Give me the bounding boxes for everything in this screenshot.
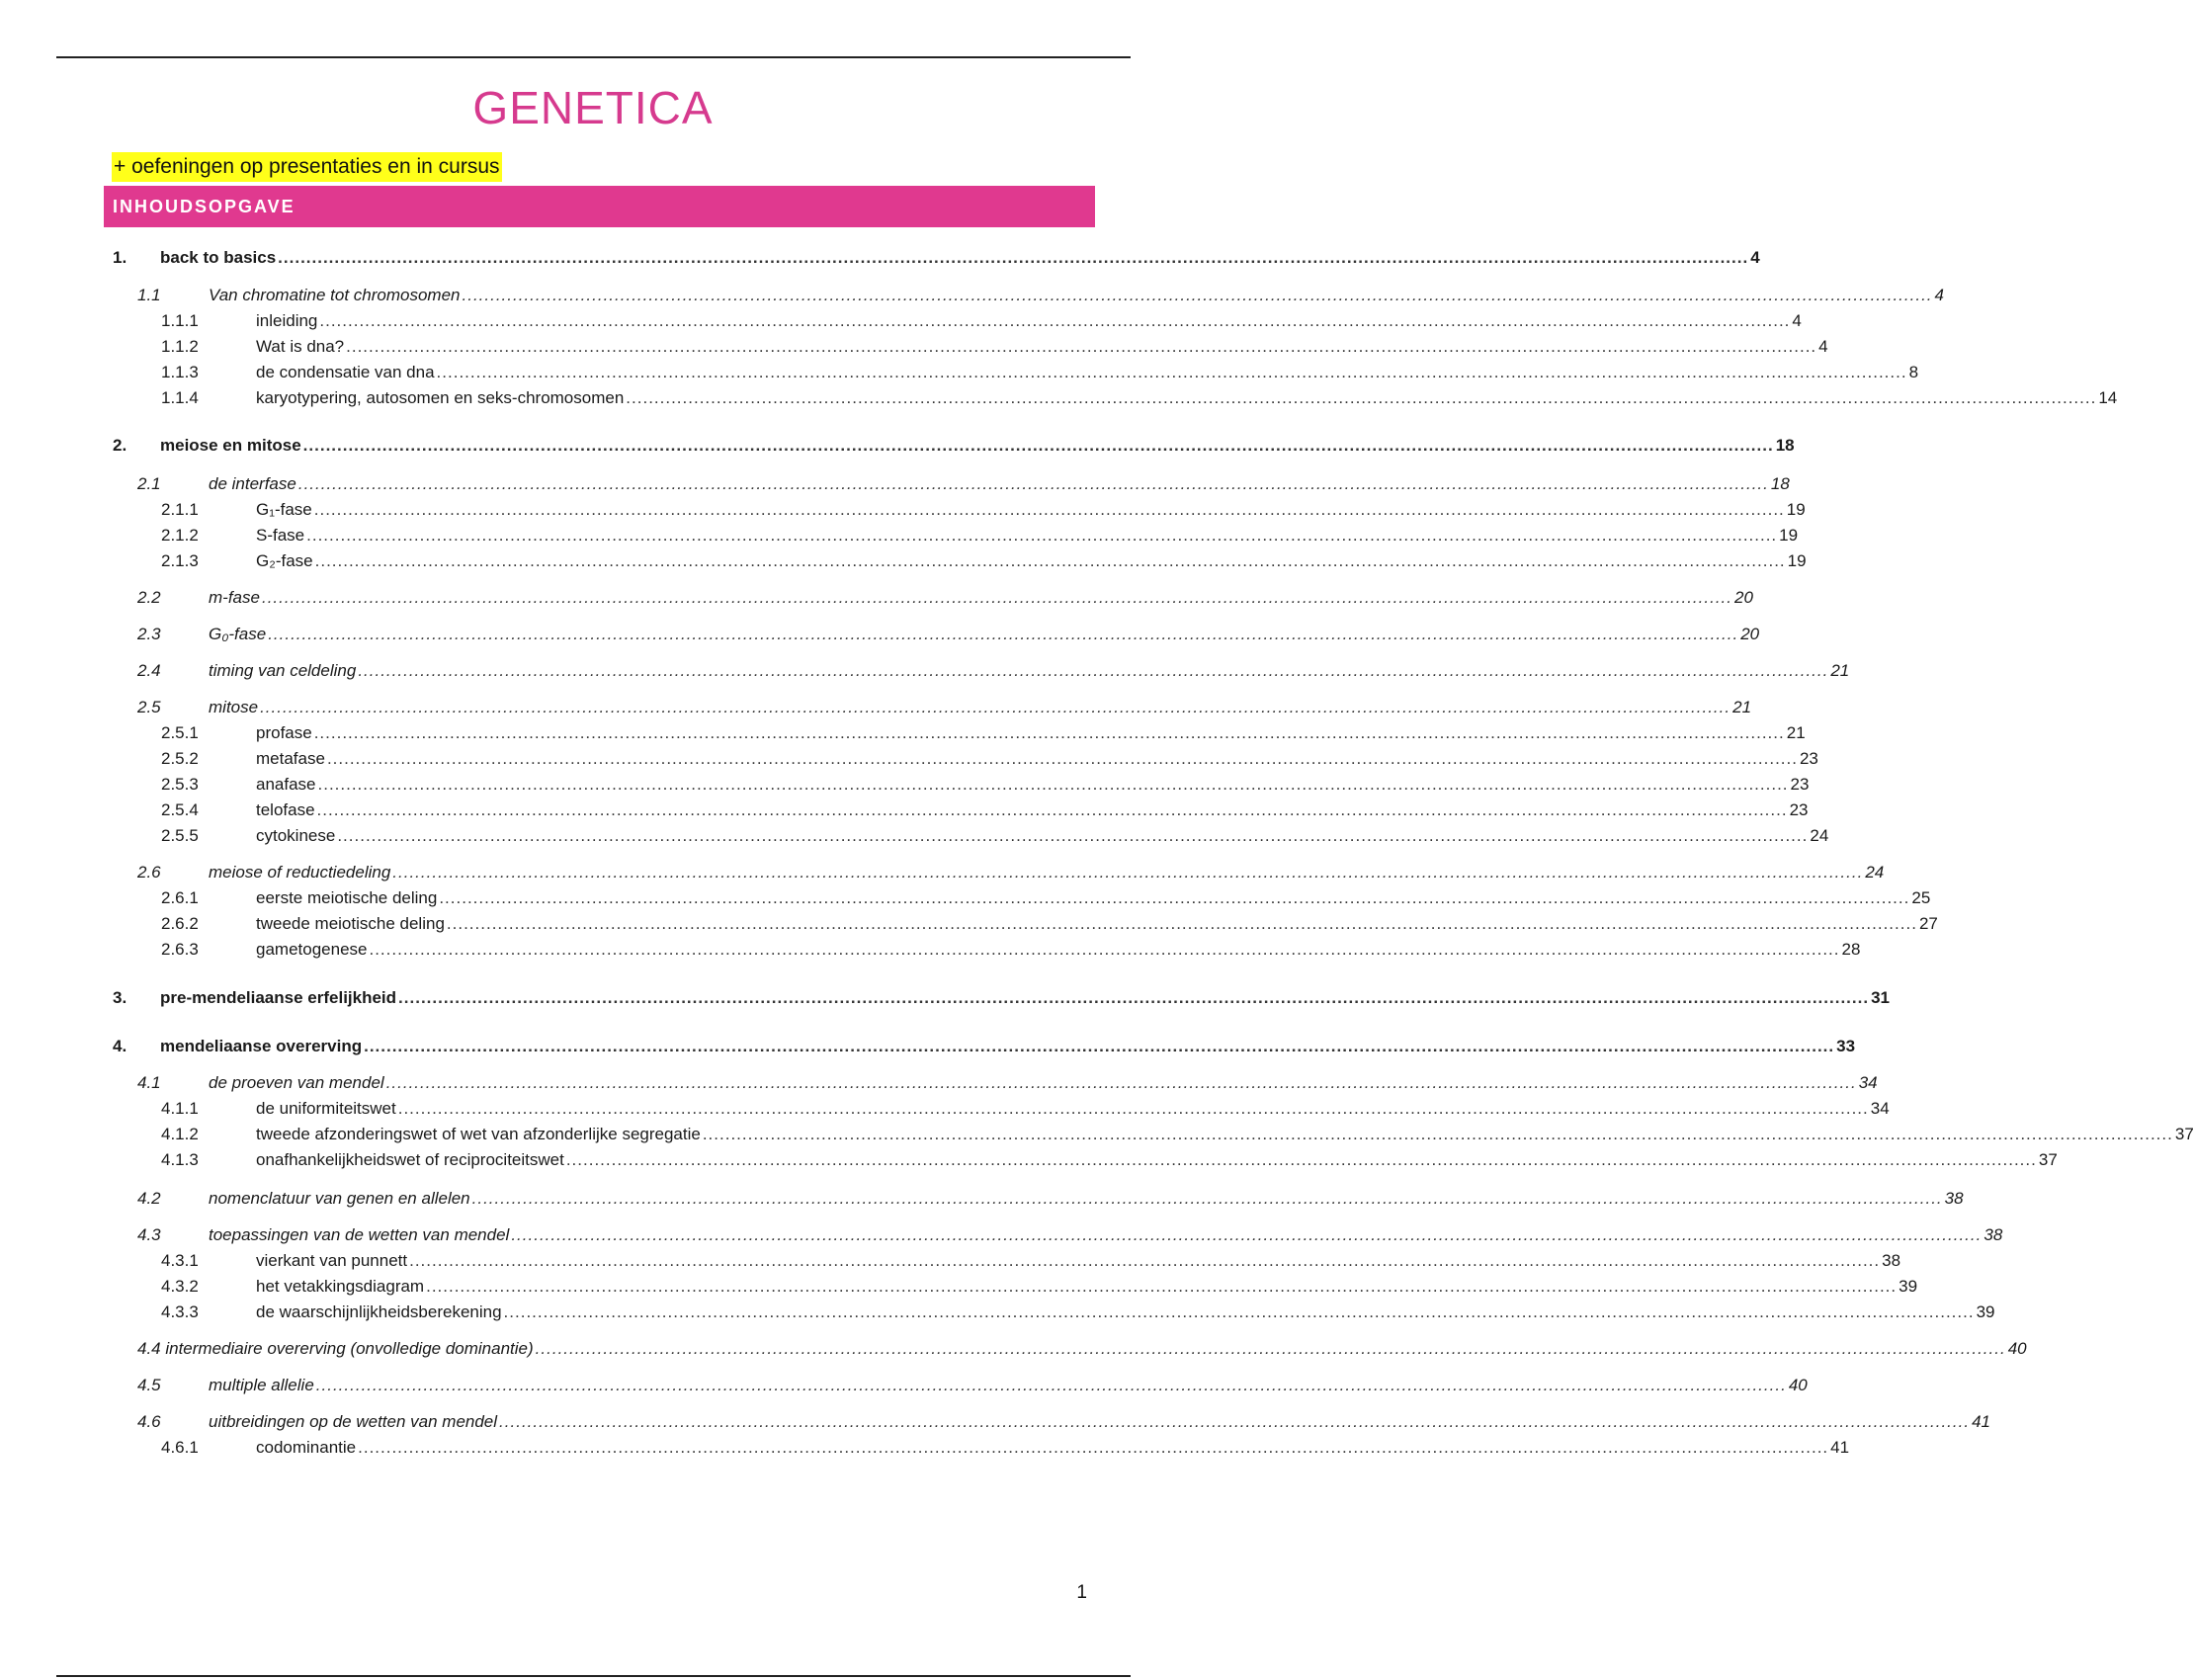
- toc-dot-leader: ....................................................................................................................................................................................................................................................................: [565, 1150, 2037, 1169]
- toc-dot-leader: ....................................................................................................................................................................................................................................................................: [337, 826, 1809, 845]
- toc-entry-page: 18: [1775, 436, 1795, 455]
- toc-entry-page: 4: [1934, 286, 1944, 304]
- toc-dot-leader: ....................................................................................................................................................................................................................................................................: [462, 286, 1933, 304]
- toc-entry-page: 39: [1976, 1302, 1995, 1321]
- toc-entry-title: eerste meiotische deling: [256, 888, 438, 907]
- toc-entry[interactable]: [0, 244, 1760, 272]
- toc-entry-title: de interfase: [209, 474, 296, 493]
- toc-entry[interactable]: [0, 584, 1753, 612]
- toc-entry[interactable]: [0, 1095, 1890, 1123]
- toc-entry-number: 2.4: [137, 661, 161, 680]
- toc-entry-title: de condensatie van dna: [256, 363, 435, 381]
- toc-entry-number: 4.: [113, 1037, 127, 1055]
- toc-entry-title: mitose: [209, 698, 259, 716]
- toc-entry-title: tweede meiotische deling: [256, 914, 445, 933]
- toc-entry-number: 2.6.2: [161, 914, 199, 933]
- toc-entry-title: tweede afzonderingswet of wet van afzonderlijke segregatie: [256, 1125, 701, 1143]
- toc-entry[interactable]: [0, 1408, 1990, 1436]
- toc-entry-page: 37: [2038, 1150, 2058, 1169]
- toc-entry-title: 4.4 intermediaire overerving (onvolledige dominantie): [137, 1339, 534, 1358]
- toc-entry-title: S-fase: [256, 526, 305, 545]
- toc-dot-leader: ....................................................................................................................................................................................................................................................................: [426, 1277, 1898, 1296]
- toc-dot-leader: ....................................................................................................................................................................................................................................................................: [260, 698, 1731, 716]
- toc-entry-number: 1.1.4: [161, 388, 199, 407]
- toc-entry-title: G₀-fase: [209, 625, 267, 643]
- toc-dot-leader: ....................................................................................................................................................................................................................................................................: [358, 1438, 1829, 1457]
- toc-entry-title: de uniformiteitswet: [256, 1099, 396, 1118]
- toc-entry[interactable]: [0, 1273, 1918, 1301]
- toc-entry-page: 23: [1799, 749, 1818, 768]
- toc-entry-number: 1.: [113, 248, 127, 267]
- toc-entry-page: 34: [1858, 1073, 1878, 1092]
- toc-dot-leader: ....................................................................................................................................................................................................................................................................: [268, 625, 1739, 643]
- toc-entry-page: 34: [1870, 1099, 1890, 1118]
- toc-entry-number: 2.6.1: [161, 888, 199, 907]
- toc-entry-title: de waarschijnlijkheidsberekening: [256, 1302, 502, 1321]
- toc-entry[interactable]: [0, 1146, 2058, 1174]
- toc-entry-number: 4.6.1: [161, 1438, 199, 1457]
- toc-entry-number: 4.1.3: [161, 1150, 199, 1169]
- toc-entry-number: 2.1.1: [161, 500, 199, 519]
- toc-entry[interactable]: [0, 884, 1931, 912]
- toc-entry-page: 21: [1830, 661, 1850, 680]
- toc-dot-leader: ....................................................................................................................................................................................................................................................................: [439, 888, 1910, 907]
- toc-entry[interactable]: [0, 547, 1807, 575]
- toc-entry[interactable]: [0, 1434, 1850, 1462]
- toc-entry-page: 31: [1871, 988, 1890, 1007]
- toc-entry[interactable]: [0, 745, 1818, 773]
- toc-entry[interactable]: [0, 282, 1944, 309]
- toc-entry-title: mendeliaanse overerving: [160, 1037, 363, 1055]
- toc-entry[interactable]: [0, 470, 1790, 498]
- toc-entry-page: 21: [1786, 723, 1806, 742]
- toc-dot-leader: ....................................................................................................................................................................................................................................................................: [436, 363, 1907, 381]
- toc-entry[interactable]: [0, 1335, 2027, 1363]
- toc-entry-number: 4.3.3: [161, 1302, 199, 1321]
- toc-entry-title: meiose en mitose: [160, 436, 301, 455]
- top-rule: [56, 56, 1131, 58]
- toc-entry-number: 3.: [113, 988, 127, 1007]
- toc-entry[interactable]: [0, 1069, 1878, 1097]
- toc-entry[interactable]: [0, 771, 1810, 798]
- toc-entry[interactable]: [0, 936, 1861, 964]
- toc-entry-title: anafase: [256, 775, 316, 794]
- toc-entry-title: G₂-fase: [256, 551, 313, 570]
- toc-entry-page: 19: [1786, 500, 1806, 519]
- toc-entry[interactable]: [0, 797, 1809, 824]
- toc-dot-leader: ....................................................................................................................................................................................................................................................................: [385, 1073, 1857, 1092]
- toc-dot-leader: ....................................................................................................................................................................................................................................................................: [626, 388, 2097, 407]
- toc-entry-number: 4.1: [137, 1073, 161, 1092]
- toc-entry-number: 2.5: [137, 698, 161, 716]
- toc-entry-page: 28: [1841, 940, 1861, 959]
- toc-entry-page: 41: [1830, 1438, 1850, 1457]
- toc-entry[interactable]: [0, 359, 1919, 386]
- toc-entry-title: uitbreidingen op de wetten van mendel: [209, 1412, 498, 1431]
- toc-dot-leader: ....................................................................................................................................................................................................................................................................: [397, 1099, 1869, 1118]
- toc-dot-leader: ....................................................................................................................................................................................................................................................................: [446, 914, 1917, 933]
- toc-entry-title: vierkant van punnett: [256, 1251, 408, 1270]
- toc-entry[interactable]: [0, 384, 2118, 412]
- toc-entry[interactable]: [0, 719, 1806, 747]
- bottom-rule: [56, 1675, 1131, 1677]
- toc-entry-page: 24: [1810, 826, 1829, 845]
- toc-entry-title: m-fase: [209, 588, 260, 607]
- toc-entry[interactable]: [0, 333, 1828, 361]
- highlighted-note: + oefeningen op presentaties en in cursus: [112, 152, 502, 182]
- toc-entry-number: 2.5.3: [161, 775, 199, 794]
- toc-entry-title: Van chromatine tot chromosomen: [209, 286, 461, 304]
- toc-entry-title: profase: [256, 723, 312, 742]
- toc-entry-title: toepassingen van de wetten van mendel: [209, 1225, 510, 1244]
- toc-entry[interactable]: [0, 1033, 1856, 1060]
- toc-entry-title: codominantie: [256, 1438, 357, 1457]
- toc-entry-number: 2.5.2: [161, 749, 199, 768]
- toc-entry-page: 4: [1792, 311, 1802, 330]
- toc-entry-number: 2.6: [137, 863, 161, 882]
- toc-entry-page: 38: [1983, 1225, 2003, 1244]
- toc-entry-number: 4.2: [137, 1189, 161, 1208]
- toc-dot-leader: ....................................................................................................................................................................................................................................................................: [392, 863, 1864, 882]
- toc-entry-page: 33: [1836, 1037, 1856, 1055]
- toc-entry-title: gametogenese: [256, 940, 368, 959]
- toc-entry-page: 41: [1972, 1412, 1990, 1431]
- toc-entry-number: 2.1.3: [161, 551, 199, 570]
- toc-entry-title: Wat is dna?: [256, 337, 345, 356]
- toc-dot-leader: ....................................................................................................................................................................................................................................................................: [315, 1376, 1787, 1394]
- toc-entry-number: 1.1.2: [161, 337, 199, 356]
- toc-entry-page: 38: [1944, 1189, 1964, 1208]
- toc-entry-title: karyotypering, autosomen en seks-chromosomen: [256, 388, 625, 407]
- toc-entry[interactable]: [0, 1121, 2194, 1148]
- toc-entry-page: 40: [2007, 1339, 2027, 1358]
- toc-entry-number: 2.1: [137, 474, 161, 493]
- toc-dot-leader: ....................................................................................................................................................................................................................................................................: [317, 775, 1789, 794]
- toc-dot-leader: ....................................................................................................................................................................................................................................................................: [409, 1251, 1881, 1270]
- toc-dot-leader: ....................................................................................................................................................................................................................................................................: [319, 311, 1791, 330]
- toc-entry-title: G₁-fase: [256, 500, 312, 519]
- toc-entry-number: 2.2: [137, 588, 161, 607]
- toc-entry[interactable]: [0, 621, 1760, 648]
- toc-entry-number: 4.1.2: [161, 1125, 199, 1143]
- toc-entry-number: 4.6: [137, 1412, 161, 1431]
- toc-entry-page: 19: [1787, 551, 1807, 570]
- toc-entry-title: inleiding: [256, 311, 318, 330]
- toc-dot-leader: ....................................................................................................................................................................................................................................................................: [261, 588, 1732, 607]
- toc-entry[interactable]: [0, 522, 1799, 549]
- toc-entry-title: het vetakkingsdiagram: [256, 1277, 425, 1296]
- toc-entry-title: cytokinese: [256, 826, 336, 845]
- toc-entry-title: nomenclatuur van genen en allelen: [209, 1189, 470, 1208]
- toc-entry-page: 23: [1789, 800, 1809, 819]
- toc-entry-page: 20: [1734, 588, 1753, 607]
- toc-entry-number: 4.5: [137, 1376, 161, 1394]
- toc-entry-number: 4.3.2: [161, 1277, 199, 1296]
- toc-entry-number: 1.1.3: [161, 363, 199, 381]
- toc-dot-leader: ....................................................................................................................................................................................................................................................................: [297, 474, 1769, 493]
- toc-entry-number: 2.5.4: [161, 800, 199, 819]
- toc-dot-leader: ....................................................................................................................................................................................................................................................................: [313, 500, 1785, 519]
- toc-entry-number: 4.3.1: [161, 1251, 199, 1270]
- toc-entry-page: 27: [1918, 914, 1938, 933]
- toc-entry-number: 2.6.3: [161, 940, 199, 959]
- toc-dot-leader: ....................................................................................................................................................................................................................................................................: [702, 1125, 2173, 1143]
- toc-entry-page: 4: [1818, 337, 1828, 356]
- toc-entry-page: 40: [1788, 1376, 1808, 1394]
- toc-entry-number: 2.: [113, 436, 127, 455]
- toc-dot-leader: ....................................................................................................................................................................................................................................................................: [278, 248, 1749, 267]
- toc-entry-number: 1.1.1: [161, 311, 199, 330]
- toc-dot-leader: ....................................................................................................................................................................................................................................................................: [503, 1302, 1975, 1321]
- toc-entry[interactable]: [0, 984, 1890, 1012]
- toc-entry-page: 8: [1908, 363, 1919, 381]
- toc-dot-leader: ....................................................................................................................................................................................................................................................................: [314, 551, 1786, 570]
- toc-entry-number: 2.5.5: [161, 826, 199, 845]
- toc-entry-title: metafase: [256, 749, 325, 768]
- toc-entry-title: telofase: [256, 800, 315, 819]
- toc-entry[interactable]: [0, 432, 1795, 460]
- toc-dot-leader: ....................................................................................................................................................................................................................................................................: [346, 337, 1817, 356]
- document-title: GENETICA: [472, 82, 714, 133]
- toc-entry[interactable]: [0, 694, 1752, 721]
- page-number: 1: [1076, 1582, 1087, 1603]
- toc-entry[interactable]: [0, 1221, 2003, 1249]
- toc-entry-page: 18: [1770, 474, 1790, 493]
- toc-entry-page: 25: [1911, 888, 1931, 907]
- toc-entry[interactable]: [0, 496, 1806, 524]
- toc-entry-number: 2.1.2: [161, 526, 199, 545]
- toc-entry-page: 23: [1790, 775, 1810, 794]
- toc-dot-leader: ....................................................................................................................................................................................................................................................................: [326, 749, 1798, 768]
- toc-dot-leader: ....................................................................................................................................................................................................................................................................: [398, 988, 1870, 1007]
- toc-entry-title: multiple allelie: [209, 1376, 314, 1394]
- toc-dot-leader: ....................................................................................................................................................................................................................................................................: [499, 1412, 1971, 1431]
- toc-entry[interactable]: [0, 1372, 1808, 1399]
- toc-entry[interactable]: [0, 822, 1829, 850]
- toc-heading: INHOUDSOPGAVE: [104, 186, 1095, 227]
- toc-entry-title: meiose of reductiedeling: [209, 863, 391, 882]
- toc-entry-title: pre-mendeliaanse erfelijkheid: [160, 988, 397, 1007]
- toc-entry-page: 19: [1779, 526, 1799, 545]
- toc-entry[interactable]: [0, 307, 1802, 335]
- toc-dot-leader: ....................................................................................................................................................................................................................................................................: [511, 1225, 1983, 1244]
- toc-dot-leader: ....................................................................................................................................................................................................................................................................: [316, 800, 1788, 819]
- toc-entry-page: 14: [2098, 388, 2118, 407]
- toc-entry-number: 2.3: [137, 625, 161, 643]
- toc-dot-leader: ....................................................................................................................................................................................................................................................................: [313, 723, 1785, 742]
- toc-entry-page: 20: [1740, 625, 1760, 643]
- toc-entry[interactable]: [0, 1299, 1995, 1326]
- toc-entry-title: onafhankelijkheidswet of reciprociteitswet: [256, 1150, 564, 1169]
- toc-entry-title: de proeven van mendel: [209, 1073, 384, 1092]
- toc-entry[interactable]: [0, 657, 1850, 685]
- toc-dot-leader: ....................................................................................................................................................................................................................................................................: [369, 940, 1840, 959]
- toc-entry-page: 24: [1865, 863, 1885, 882]
- toc-entry-page: 38: [1882, 1251, 1901, 1270]
- toc-entry-page: 21: [1732, 698, 1752, 716]
- toc-dot-leader: ....................................................................................................................................................................................................................................................................: [306, 526, 1778, 545]
- toc-entry[interactable]: [0, 910, 1938, 938]
- toc-dot-leader: ....................................................................................................................................................................................................................................................................: [302, 436, 1774, 455]
- toc-entry-number: 2.5.1: [161, 723, 199, 742]
- toc-entry-title: back to basics: [160, 248, 277, 267]
- toc-entry[interactable]: [0, 1247, 1901, 1275]
- toc-entry-number: 1.1: [137, 286, 161, 304]
- toc-entry-number: 4.3: [137, 1225, 161, 1244]
- toc-entry-number: 4.1.1: [161, 1099, 199, 1118]
- toc-dot-leader: ....................................................................................................................................................................................................................................................................: [535, 1339, 2006, 1358]
- toc-dot-leader: ....................................................................................................................................................................................................................................................................: [471, 1189, 1943, 1208]
- toc-entry-page: 37: [2174, 1125, 2194, 1143]
- toc-entry[interactable]: [0, 1185, 1964, 1213]
- toc-entry-page: 4: [1750, 248, 1760, 267]
- toc-dot-leader: ....................................................................................................................................................................................................................................................................: [364, 1037, 1835, 1055]
- toc-entry-title: timing van celdeling: [209, 661, 357, 680]
- toc-entry-page: 39: [1899, 1277, 1918, 1296]
- toc-entry[interactable]: [0, 859, 1885, 886]
- toc-dot-leader: ....................................................................................................................................................................................................................................................................: [358, 661, 1829, 680]
